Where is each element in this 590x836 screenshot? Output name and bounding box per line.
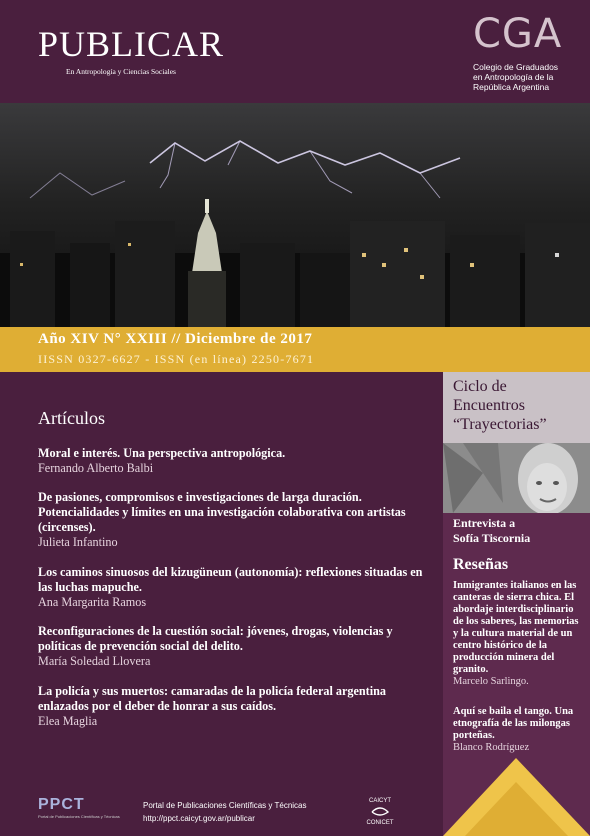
cga-line: en Antropología de la [473,72,554,82]
article-author: María Soledad Llovera [38,654,151,668]
entrevista [453,516,530,546]
article-item [38,684,434,729]
publicar-subtitle: En Antropología y Ciencias Sociales [66,67,176,76]
decorative-triangle [443,756,590,836]
ciclo-line: “Trayectorias” [453,416,547,433]
ppct-tagline: Portal de Publicaciones Científicas y Técnicas [38,814,120,819]
resena-author: Blanco Rodríguez [453,742,530,753]
article-title: De pasiones, compromisos e investigaciones de larga duración. Potencialidades y límites en una investigación colaborativa con artistas (circenses). [38,490,406,534]
caicyt-wordmark: CAICYT [368,798,391,804]
article-item [38,446,434,476]
conicet-icon [369,804,391,818]
cga-line: República Argentina [473,82,550,92]
entrevista-line: Sofía Tiscornia [453,531,531,545]
cga-logo: CGA [473,11,563,57]
article-title: Los caminos sinuosos del kizugüneun (autonomía): reflexiones situadas en las luchas mapuche. [38,565,423,594]
article-author: Ana Margarita Ramos [38,595,147,609]
resena-title: Aquí se baila el tango. Una etnografía de las milongas porteñas. [453,706,574,741]
article-item [38,490,434,550]
header [0,0,590,103]
ppct-logo [38,796,120,819]
article-author: Julieta Infantino [38,535,118,549]
article-author: Elea Maglia [38,714,98,728]
cga-name [473,62,585,92]
article-title: Moral e interés. Una perspectiva antropológica. [38,446,286,460]
cover-photo-lightning-city [0,103,590,327]
article-author: Fernando Alberto Balbi [38,461,154,475]
portal-info [143,799,307,825]
ciclo-line: Ciclo de [453,378,507,395]
entrevista-line: Entrevista a [453,516,516,530]
article-item [38,565,434,610]
issue-number: Año XIV N° XXIII // Diciembre de 2017 [38,331,313,347]
article-title: La policía y sus muertos: camaradas de la policía federal argentina enlazados por el deber de honrar a sus caídos. [38,684,386,713]
resena-item [453,580,583,688]
ciclo-line: Encuentros [453,397,525,414]
resena-author: Marcelo Sarlingo. [453,676,529,687]
conicet-wordmark: CONICET [366,820,394,826]
portal-url[interactable]: http://ppct.caicyt.gov.ar/publicar [143,814,255,823]
publicar-logo: PUBLICAR [38,24,225,64]
resenas-heading: Reseñas [453,556,509,573]
ppct-wordmark: PPCT [38,796,85,813]
article-title: Reconfiguraciones de la cuestión social: jóvenes, drogas, violencias y políticas de prevención social del delito. [38,624,393,653]
portrait-photo [443,443,590,513]
ciclo-title [453,377,547,434]
caicyt-logo [360,798,400,826]
city-skyline-illustration [0,103,590,327]
resena-item [453,706,583,754]
portal-name: Portal de Publicaciones Científicas y Técnicas [143,801,307,810]
cga-line: Colegio de Graduados [473,62,559,72]
issn: IISSN 0327-6627 - ISSN (en línea) 2250-7671 [38,352,315,366]
resena-title: Inmigrantes italianos en las canteras de sierra chica. El abordaje interdisciplinario de los saberes, las memorias y la cultura material de un centro histórico de la producción minera del granito. [453,580,579,675]
articulos-heading: Artículos [38,408,105,428]
portrait-illustration [443,443,590,513]
article-item [38,624,434,669]
